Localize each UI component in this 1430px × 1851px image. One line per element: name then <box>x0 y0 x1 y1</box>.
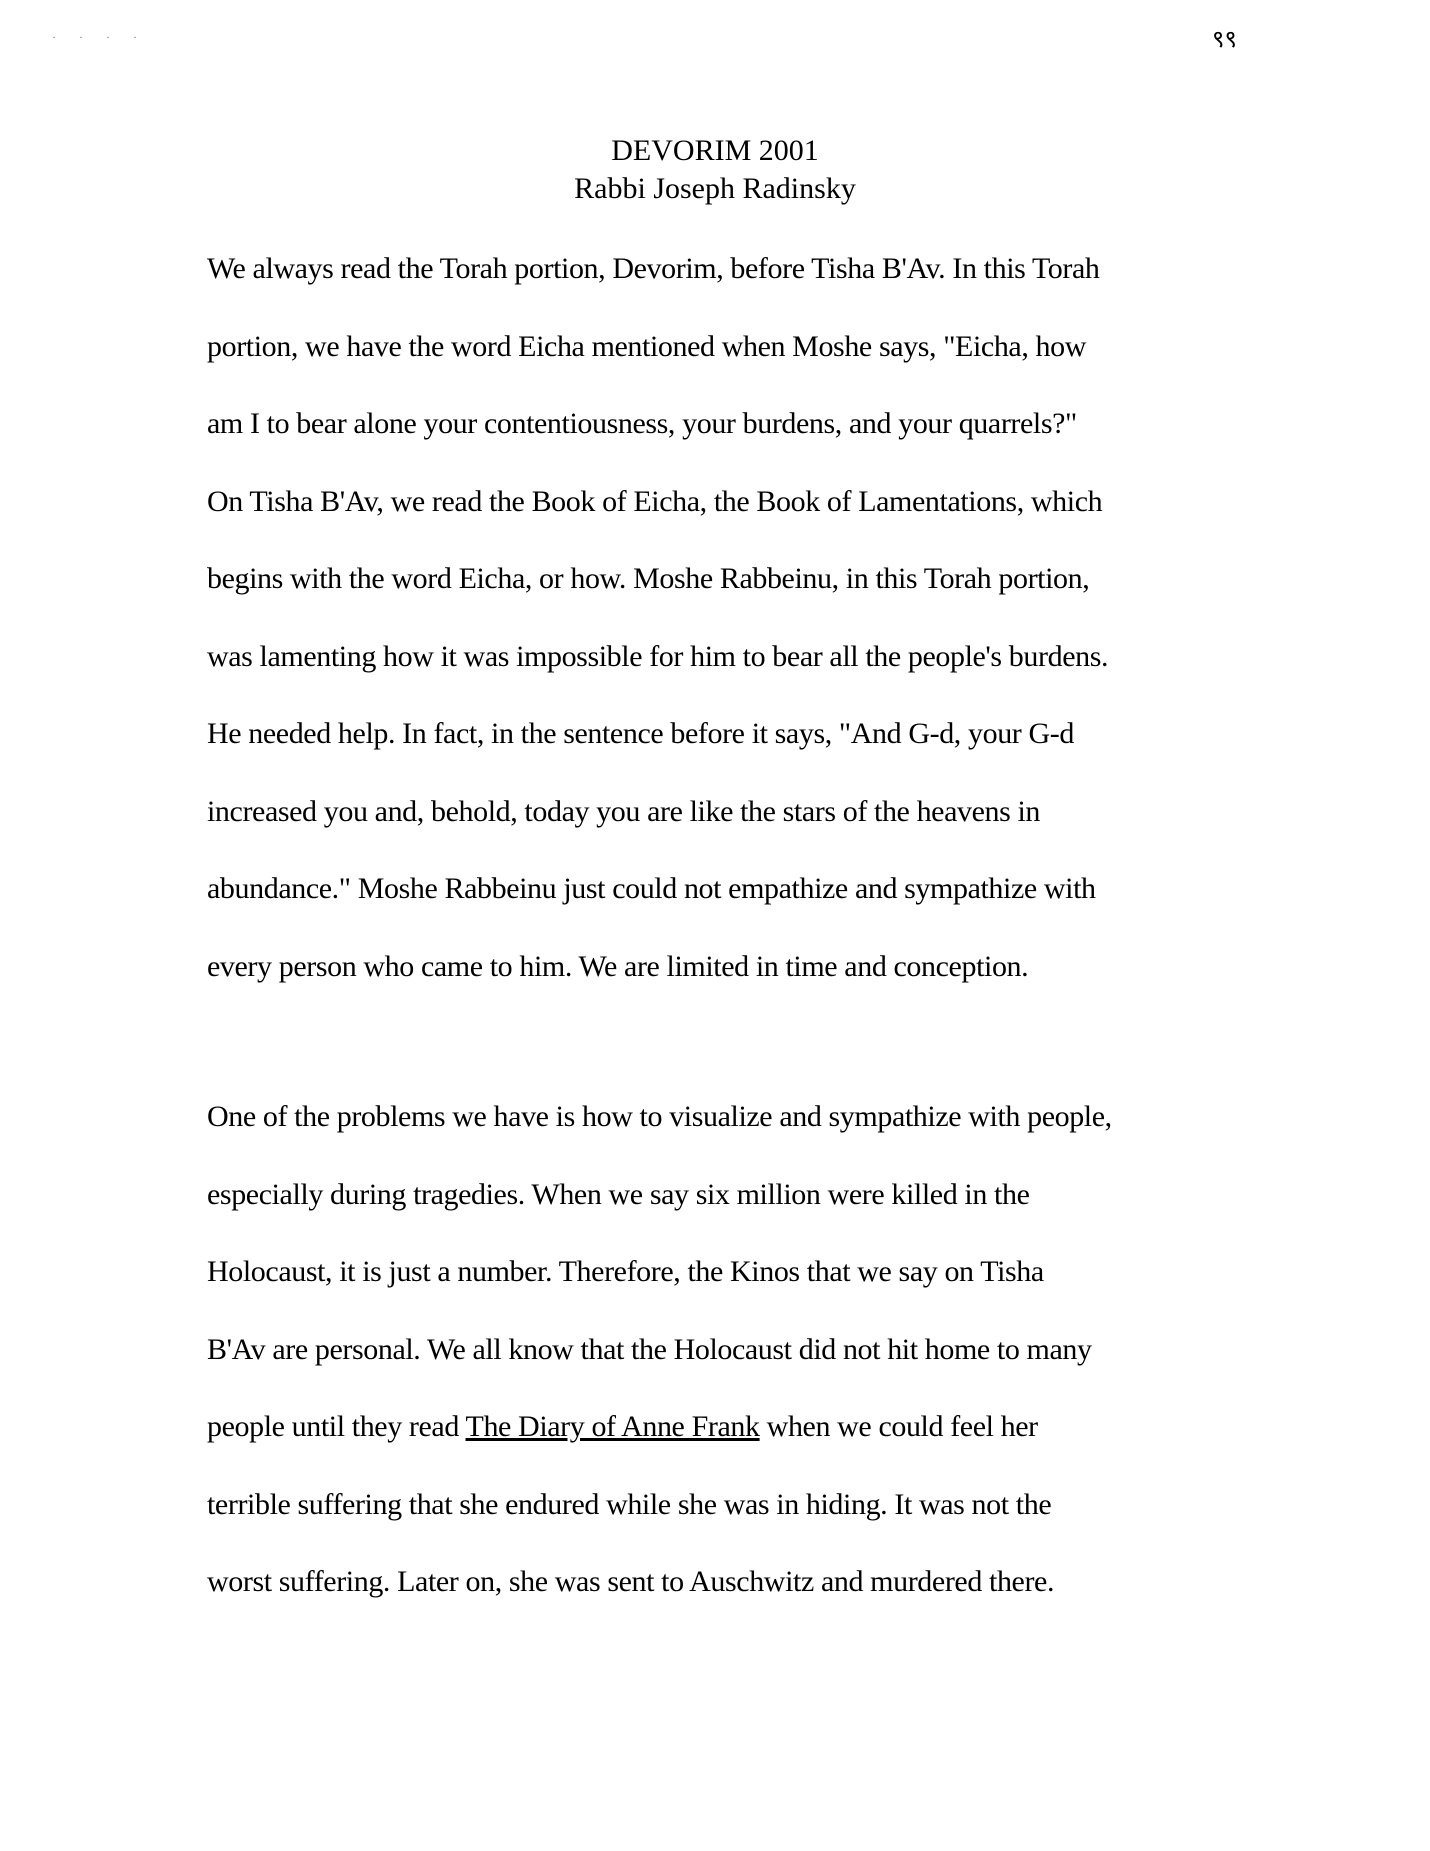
paragraph-line: terrible suffering that she endured while she was in hiding. It was not the <box>207 1487 1052 1521</box>
paragraph-2 <box>207 1100 1227 1643</box>
scan-specks: · · · · <box>52 30 147 44</box>
paragraph-line: portion, we have the word Eicha mentioned when Moshe says, "Eicha, how <box>207 329 1087 363</box>
paragraph-line: One of the problems we have is how to visualize and sympathize with people, <box>207 1100 1112 1133</box>
book-title: The Diary of Anne Frank <box>465 1410 760 1443</box>
paragraph-line: was lamenting how it was impossible for him to bear all the people's burdens. <box>207 639 1109 673</box>
paragraph-line: abundance." Moshe Rabbeinu just could not empathize and sympathize with <box>207 872 1096 905</box>
paragraph-line: worst suffering. Later on, she was sent to Auschwitz and murdered there. <box>207 1565 1055 1598</box>
paragraph-line: begins with the word Eicha, or how. Moshe Rabbeinu, in this Torah portion, <box>207 562 1090 595</box>
paragraph-line: especially during tragedies. When we say six million were killed in the <box>207 1177 1030 1211</box>
paragraph-line: On Tisha B'Av, we read the Book of Eicha, the Book of Lamentations, which <box>207 484 1103 518</box>
paragraph-line: am I to bear alone your contentiousness, your burdens, and your quarrels?" <box>207 407 1077 440</box>
document-author: Rabbi Joseph Radinsky <box>574 172 856 205</box>
paragraph-line: Holocaust, it is just a number. Therefore, the Kinos that we say on Tisha <box>207 1255 1044 1288</box>
paragraph-1 <box>207 252 1227 1027</box>
paragraph-line <box>207 1410 1227 1488</box>
paragraph-line: increased you and, behold, today you are like the stars of the heavens in <box>207 794 1041 828</box>
page-number: ९९ <box>1212 27 1237 53</box>
document-title: DEVORIM 2001 <box>611 134 819 167</box>
paragraph-line: We always read the Torah portion, Devorim, before Tisha B'Av. In this Torah <box>207 252 1100 285</box>
paragraph-line: B'Av are personal. We all know that the Holocaust did not hit home to many <box>207 1332 1092 1366</box>
document-header <box>0 132 1430 208</box>
line-text-before: people until they read <box>207 1410 466 1443</box>
paragraph-line: every person who came to him. We are limited in time and conception. <box>207 949 1029 983</box>
paragraph-line: He needed help. In fact, in the sentence before it says, "And G-d, your G-d <box>207 717 1074 750</box>
line-text-after: when we could feel her <box>759 1410 1038 1443</box>
